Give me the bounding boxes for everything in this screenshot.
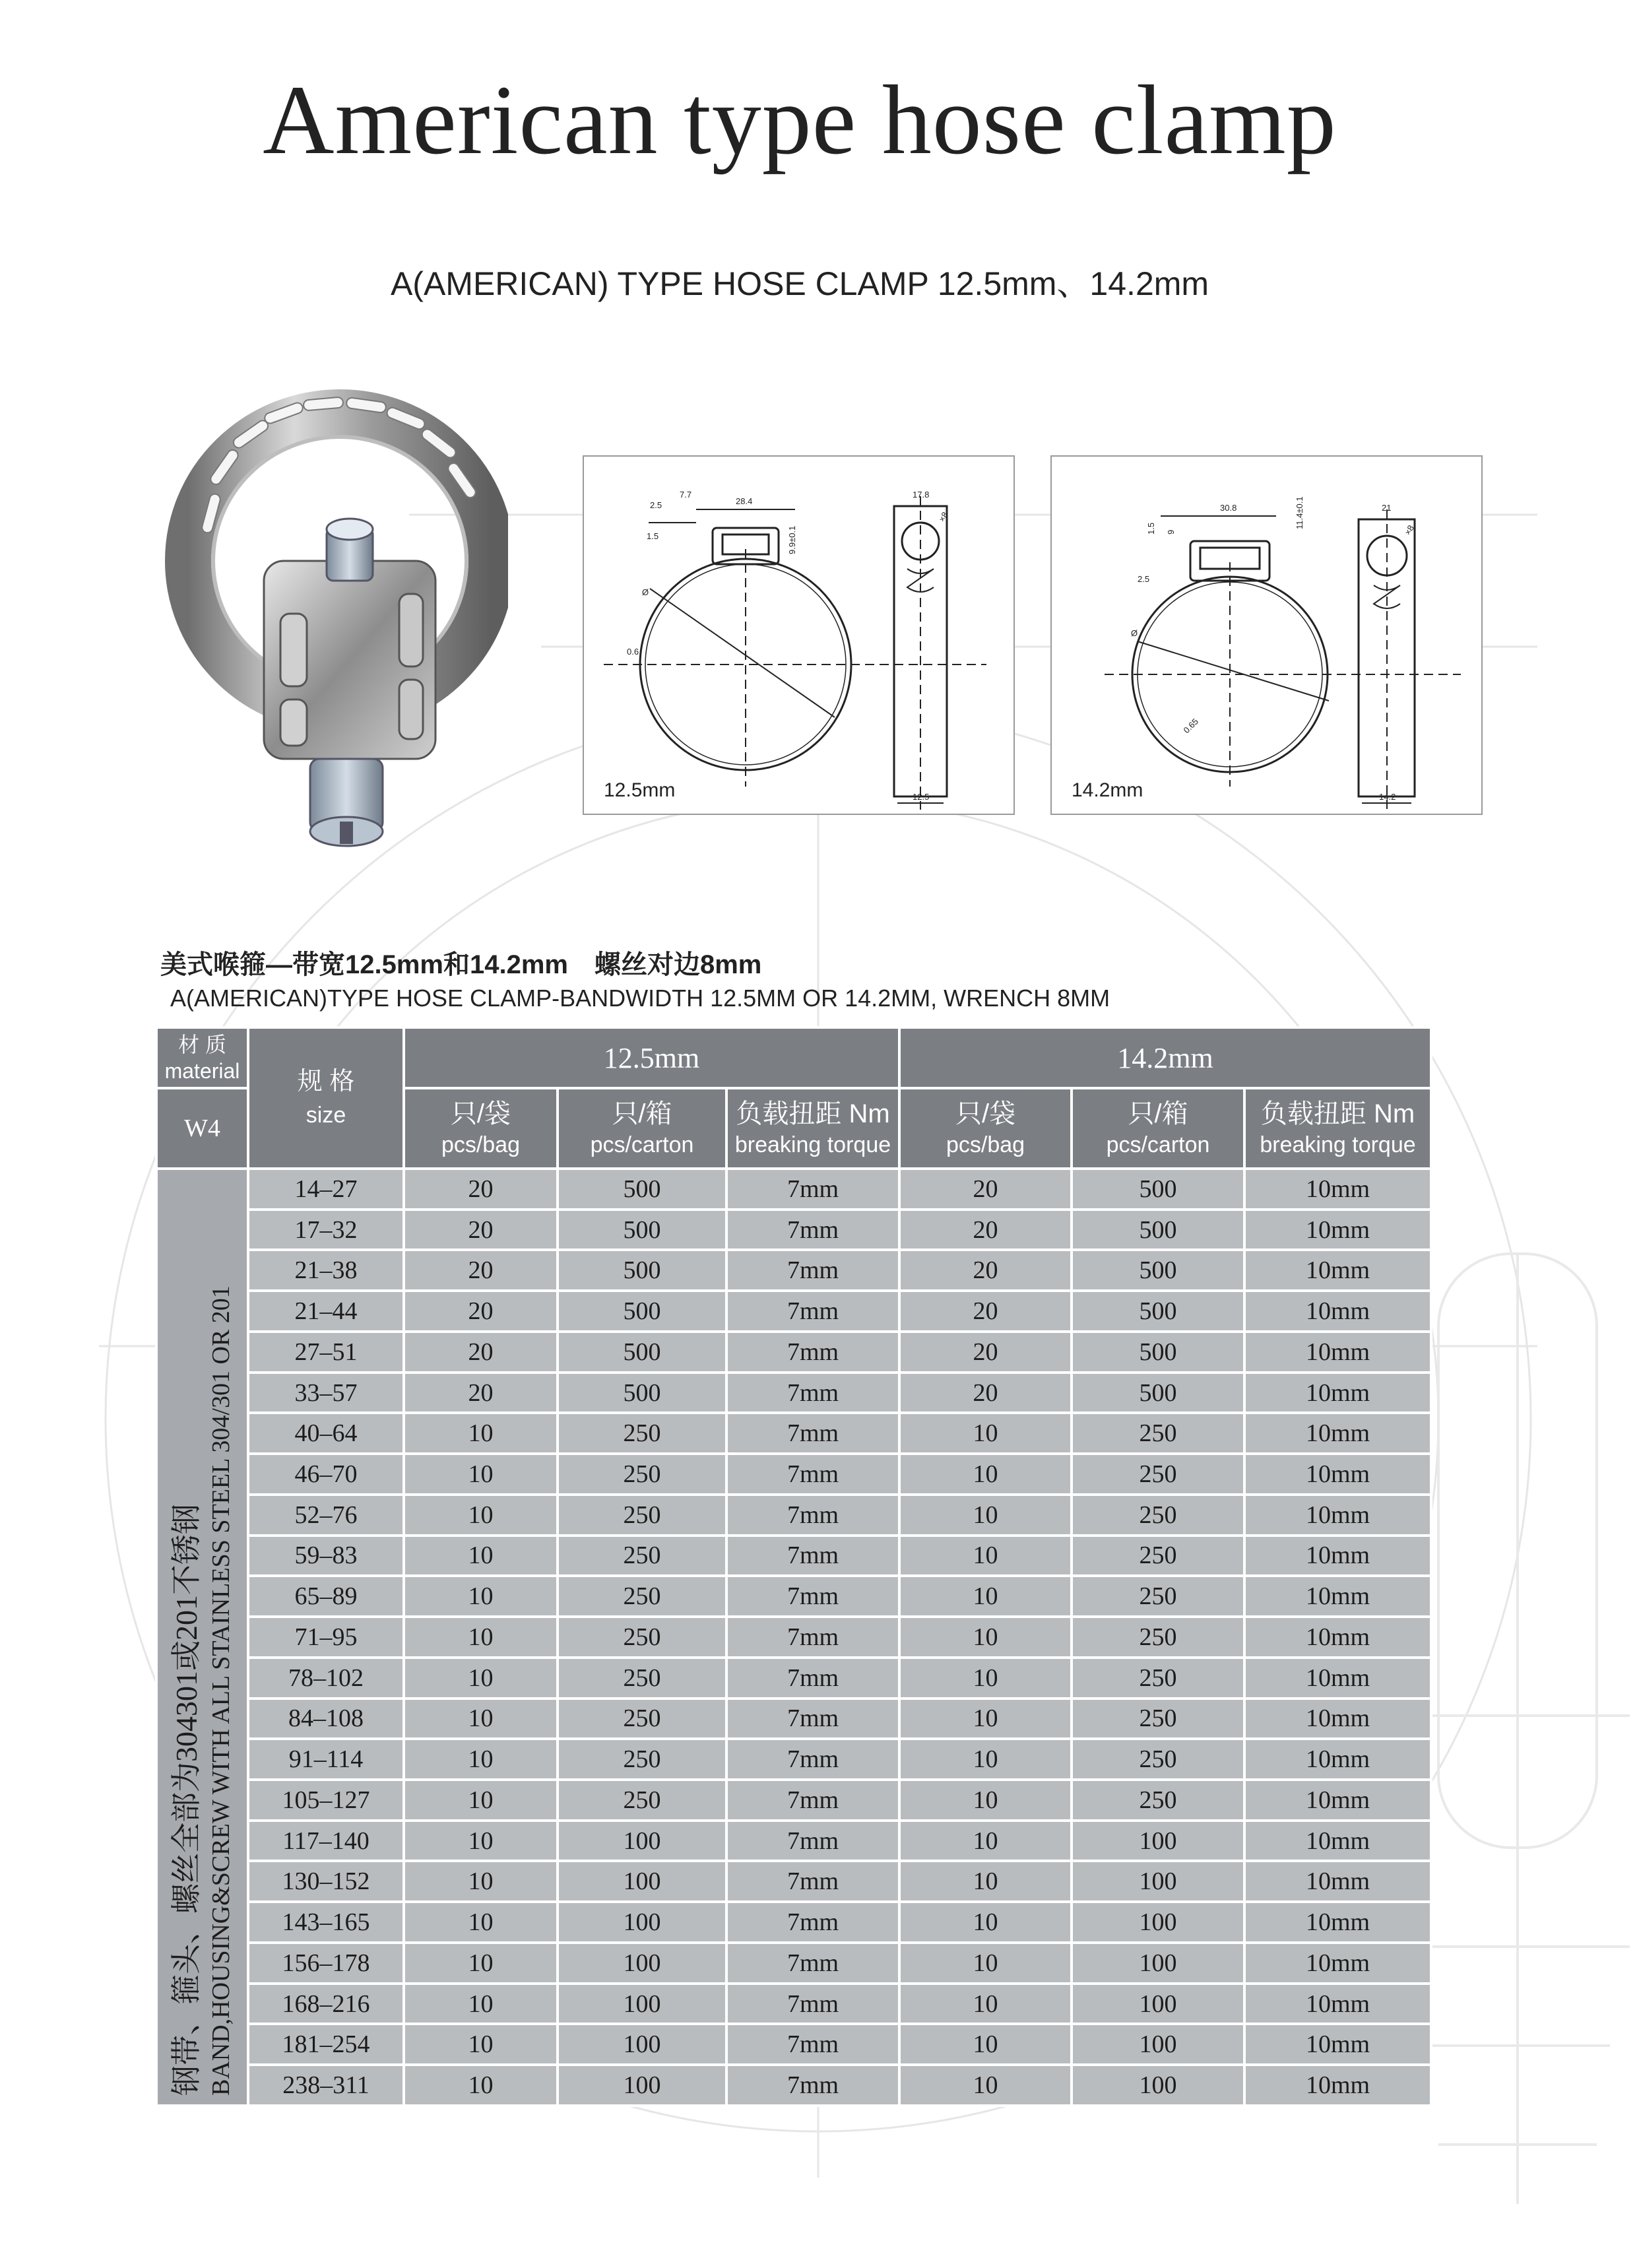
size-cell: 156–178 (248, 1943, 404, 1984)
pcs-carton-b-cell: 500 (1072, 1210, 1244, 1250)
table-row (156, 1210, 1431, 1250)
dim-top-width: 28.4 (736, 496, 753, 506)
torque-a-cell: 7mm (726, 1984, 899, 2025)
size-cell: 65–89 (248, 1576, 404, 1617)
pcs-carton-b-cell: 250 (1072, 1658, 1244, 1699)
size-cell: 78–102 (248, 1658, 404, 1699)
pcs-carton-b-cell: 250 (1072, 1617, 1244, 1658)
torque-b-cell: 10mm (1244, 1373, 1431, 1413)
pcs-bag-a-cell: 10 (404, 2024, 558, 2065)
pcs-bag-b-cell: 20 (899, 1210, 1072, 1250)
header-pcs-bag-cn: 只/袋 (955, 1099, 1016, 1128)
dim-diameter: Ø (1131, 628, 1138, 638)
table-row (156, 1373, 1431, 1413)
table-row (156, 1780, 1431, 1821)
torque-b-cell: 10mm (1244, 2024, 1431, 2065)
torque-b-cell: 10mm (1244, 1699, 1431, 1739)
size-cell: 17–32 (248, 1210, 404, 1250)
torque-a-cell: 7mm (726, 1943, 899, 1984)
drawing-label: 14.2mm (1072, 779, 1143, 801)
pcs-bag-a-cell: 10 (404, 1454, 558, 1495)
table-heading-chinese: 美式喉箍—带宽12.5mm和14.2mm 螺丝对边8mm (160, 950, 762, 979)
pcs-bag-b-cell: 10 (899, 1699, 1072, 1739)
pcs-carton-b-cell: 100 (1072, 1984, 1244, 2025)
torque-a-cell: 7mm (726, 1454, 899, 1495)
pcs-carton-a-cell: 500 (558, 1332, 726, 1373)
pcs-carton-a-cell: 500 (558, 1250, 726, 1291)
size-cell: 238–311 (248, 2065, 404, 2106)
page-title: American type hose clamp (263, 65, 1337, 175)
header-pcs-bag-b (899, 1088, 1072, 1169)
torque-a-cell: 7mm (726, 2065, 899, 2106)
pcs-bag-a-cell: 10 (404, 2065, 558, 2106)
table-row (156, 1332, 1431, 1373)
size-cell: 84–108 (248, 1699, 404, 1739)
pcs-bag-b-cell: 10 (899, 1413, 1072, 1454)
pcs-carton-b-cell: 250 (1072, 1536, 1244, 1576)
pcs-carton-a-cell: 250 (558, 1576, 726, 1617)
dim-left-b: 7.7 (680, 490, 692, 500)
page-subtitle: A(AMERICAN) TYPE HOSE CLAMP 12.5mm、14.2mm (390, 265, 1209, 302)
torque-b-cell: 10mm (1244, 1413, 1431, 1454)
pcs-bag-a-cell: 20 (404, 1373, 558, 1413)
torque-a-cell: 7mm (726, 1617, 899, 1658)
pcs-carton-a-cell: 250 (558, 1413, 726, 1454)
pcs-bag-a-cell: 10 (404, 1780, 558, 1821)
pcs-bag-a-cell: 10 (404, 1536, 558, 1576)
dim-left-c: 2.5 (1138, 574, 1150, 584)
dim-top-width: 30.8 (1220, 503, 1237, 513)
pcs-bag-a-cell: 10 (404, 1576, 558, 1617)
pcs-bag-b-cell: 10 (899, 1821, 1072, 1862)
pcs-bag-b-cell: 10 (899, 1902, 1072, 1943)
table-row (156, 1413, 1431, 1454)
dim-side-top: 21 (1382, 503, 1392, 513)
size-cell: 71–95 (248, 1617, 404, 1658)
dim-left-b: 9 (1166, 529, 1176, 535)
table-row (156, 1617, 1431, 1658)
size-cell: 52–76 (248, 1495, 404, 1536)
torque-a-cell: 7mm (726, 1902, 899, 1943)
header-pcs-carton-cn: 只/箱 (1128, 1099, 1188, 1128)
spec-table-header (156, 1027, 1431, 1169)
torque-a-cell: 7mm (726, 1169, 899, 1210)
pcs-bag-a-cell: 10 (404, 1821, 558, 1862)
torque-b-cell: 10mm (1244, 1576, 1431, 1617)
header-pcs-carton-en: pcs/carton (1106, 1132, 1210, 1157)
table-row (156, 1495, 1431, 1536)
table-row (156, 1984, 1431, 2025)
header-torque-a (726, 1088, 899, 1169)
dim-band: 0.6 (627, 647, 639, 657)
pcs-carton-a-cell: 100 (558, 1943, 726, 1984)
header-torque-cn: 负载扭距 Nm (1260, 1099, 1415, 1128)
torque-b-cell: 10mm (1244, 1984, 1431, 2025)
pcs-carton-b-cell: 250 (1072, 1780, 1244, 1821)
torque-b-cell: 10mm (1244, 1943, 1431, 1984)
torque-b-cell: 10mm (1244, 1169, 1431, 1210)
torque-a-cell: 7mm (726, 1658, 899, 1699)
table-row (156, 1902, 1431, 1943)
dim-left-a: 2.5 (650, 500, 662, 510)
pcs-carton-b-cell: 100 (1072, 1821, 1244, 1862)
size-cell: 40–64 (248, 1413, 404, 1454)
pcs-bag-a-cell: 10 (404, 1943, 558, 1984)
torque-b-cell: 10mm (1244, 1658, 1431, 1699)
material-description (158, 1170, 247, 2104)
dim-band: 0.65 (1181, 716, 1201, 736)
header-pcs-carton-b (1072, 1088, 1244, 1169)
table-row (156, 2024, 1431, 2065)
size-cell: 91–114 (248, 1739, 404, 1780)
table-row (156, 1291, 1431, 1332)
technical-drawing-12-5mm (583, 455, 1015, 815)
pcs-bag-b-cell: 10 (899, 1739, 1072, 1780)
pcs-bag-a-cell: 10 (404, 1699, 558, 1739)
pcs-carton-b-cell: 100 (1072, 2065, 1244, 2106)
pcs-bag-b-cell: 10 (899, 1454, 1072, 1495)
pcs-carton-b-cell: 250 (1072, 1495, 1244, 1536)
torque-b-cell: 10mm (1244, 1739, 1431, 1780)
header-pcs-bag-en: pcs/bag (441, 1132, 521, 1157)
size-cell: 130–152 (248, 1861, 404, 1902)
table-row (156, 1658, 1431, 1699)
torque-a-cell: 7mm (726, 1413, 899, 1454)
spec-table (155, 1026, 1432, 2107)
pcs-carton-a-cell: 250 (558, 1454, 726, 1495)
pcs-bag-b-cell: 20 (899, 1332, 1072, 1373)
size-cell: 46–70 (248, 1454, 404, 1495)
pcs-carton-a-cell: 250 (558, 1699, 726, 1739)
header-size-cn: 规 格 (297, 1067, 355, 1095)
pcs-bag-b-cell: 10 (899, 1658, 1072, 1699)
header-pcs-bag-en: pcs/bag (946, 1132, 1025, 1157)
drawing-14-2mm-lines (1052, 457, 1484, 816)
torque-a-cell: 7mm (726, 1699, 899, 1739)
size-cell: 168–216 (248, 1984, 404, 2025)
pcs-bag-b-cell: 10 (899, 2065, 1072, 2106)
hose-clamp-photo (152, 370, 508, 871)
header-torque-en: breaking torque (1260, 1132, 1416, 1157)
header-pcs-carton-en: pcs/carton (590, 1132, 694, 1157)
pcs-bag-b-cell: 10 (899, 1536, 1072, 1576)
torque-b-cell: 10mm (1244, 1780, 1431, 1821)
pcs-bag-b-cell: 10 (899, 1495, 1072, 1536)
pcs-carton-b-cell: 500 (1072, 1373, 1244, 1413)
torque-b-cell: 10mm (1244, 1861, 1431, 1902)
pcs-bag-a-cell: 10 (404, 1861, 558, 1902)
header-size (248, 1027, 404, 1169)
table-row (156, 1739, 1431, 1780)
technical-drawing-14-2mm (1050, 455, 1483, 815)
dim-side-bottom: 14.2 (1379, 792, 1396, 802)
pcs-carton-a-cell: 500 (558, 1373, 726, 1413)
pcs-bag-a-cell: 20 (404, 1210, 558, 1250)
torque-b-cell: 10mm (1244, 1821, 1431, 1862)
header-torque-en: breaking torque (734, 1132, 891, 1157)
pcs-carton-a-cell: 100 (558, 1861, 726, 1902)
pcs-bag-b-cell: 10 (899, 2024, 1072, 2065)
pcs-carton-b-cell: 100 (1072, 1861, 1244, 1902)
pcs-carton-a-cell: 250 (558, 1536, 726, 1576)
pcs-bag-a-cell: 10 (404, 1658, 558, 1699)
size-cell: 14–27 (248, 1169, 404, 1210)
pcs-bag-a-cell: 10 (404, 1617, 558, 1658)
material-description-text (168, 1179, 237, 2096)
pcs-carton-a-cell: 100 (558, 1902, 726, 1943)
pcs-carton-a-cell: 500 (558, 1169, 726, 1210)
header-size-en: size (305, 1102, 346, 1128)
pcs-carton-b-cell: 250 (1072, 1576, 1244, 1617)
header-group-12-5mm: 12.5mm (404, 1027, 899, 1088)
header-pcs-carton-a (558, 1088, 726, 1169)
pcs-carton-a-cell: 250 (558, 1617, 726, 1658)
table-row (156, 1169, 1431, 1210)
pcs-bag-b-cell: 20 (899, 1373, 1072, 1413)
pcs-carton-b-cell: 100 (1072, 2024, 1244, 2065)
pcs-carton-b-cell: 100 (1072, 1902, 1244, 1943)
torque-b-cell: 10mm (1244, 1250, 1431, 1291)
header-material-cn: 材 质 (178, 1033, 226, 1056)
header-material (156, 1027, 248, 1088)
pcs-carton-b-cell: 250 (1072, 1699, 1244, 1739)
torque-a-cell: 7mm (726, 2024, 899, 2065)
torque-b-cell: 10mm (1244, 1210, 1431, 1250)
pcs-carton-a-cell: 100 (558, 1984, 726, 2025)
dim-height: 9.9±0.1 (787, 525, 797, 554)
torque-b-cell: 10mm (1244, 1617, 1431, 1658)
pcs-bag-b-cell: 10 (899, 1861, 1072, 1902)
dim-side-top: 17.8 (913, 490, 930, 500)
table-row (156, 1861, 1431, 1902)
pcs-carton-a-cell: 500 (558, 1210, 726, 1250)
table-row (156, 1821, 1431, 1862)
size-cell: 21–44 (248, 1291, 404, 1332)
pcs-bag-a-cell: 20 (404, 1332, 558, 1373)
table-row (156, 1250, 1431, 1291)
size-cell: 117–140 (248, 1821, 404, 1862)
pcs-bag-b-cell: 10 (899, 1617, 1072, 1658)
spec-table-body (156, 1169, 1431, 2106)
drawing-12-5mm-lines (584, 457, 1016, 816)
dim-side-diag: ×8 (1402, 523, 1417, 537)
table-row (156, 1454, 1431, 1495)
torque-a-cell: 7mm (726, 1536, 899, 1576)
pcs-carton-b-cell: 500 (1072, 1169, 1244, 1210)
dim-diameter: Ø (642, 587, 649, 597)
pcs-bag-a-cell: 20 (404, 1250, 558, 1291)
torque-a-cell: 7mm (726, 1210, 899, 1250)
pcs-bag-b-cell: 20 (899, 1250, 1072, 1291)
pcs-bag-b-cell: 10 (899, 1576, 1072, 1617)
dim-height: 11.4±0.1 (1295, 496, 1304, 529)
torque-b-cell: 10mm (1244, 1291, 1431, 1332)
table-row (156, 2065, 1431, 2106)
pcs-bag-a-cell: 10 (404, 1739, 558, 1780)
torque-a-cell: 7mm (726, 1373, 899, 1413)
table-row (156, 1576, 1431, 1617)
pcs-bag-a-cell: 10 (404, 1984, 558, 2025)
pcs-carton-a-cell: 100 (558, 1821, 726, 1862)
torque-b-cell: 10mm (1244, 1495, 1431, 1536)
header-material-code: W4 (156, 1088, 248, 1169)
torque-a-cell: 7mm (726, 1291, 899, 1332)
torque-b-cell: 10mm (1244, 1536, 1431, 1576)
header-torque-cn: 负载扭距 Nm (736, 1099, 890, 1128)
pcs-bag-a-cell: 20 (404, 1291, 558, 1332)
pcs-carton-b-cell: 100 (1072, 1943, 1244, 1984)
torque-a-cell: 7mm (726, 1861, 899, 1902)
pcs-carton-b-cell: 250 (1072, 1413, 1244, 1454)
header-torque-b (1244, 1088, 1431, 1169)
pcs-bag-a-cell: 20 (404, 1169, 558, 1210)
pcs-carton-b-cell: 500 (1072, 1332, 1244, 1373)
pcs-carton-b-cell: 250 (1072, 1739, 1244, 1780)
material-description-en: BAND,HOUSING&SCREW WITH ALL STAINLESS STEEL 304/301 OR 201 (207, 1285, 235, 2096)
table-row (156, 1699, 1431, 1739)
dim-side-diag: ×8 (936, 510, 951, 524)
material-description-cell (156, 1169, 248, 2106)
pcs-bag-b-cell: 10 (899, 1943, 1072, 1984)
torque-a-cell: 7mm (726, 1250, 899, 1291)
pcs-bag-b-cell: 20 (899, 1291, 1072, 1332)
table-heading-english: A(AMERICAN)TYPE HOSE CLAMP-BANDWIDTH 12.5MM OR 14.2MM, WRENCH 8MM (170, 985, 1110, 1012)
pcs-carton-b-cell: 500 (1072, 1250, 1244, 1291)
pcs-carton-a-cell: 250 (558, 1780, 726, 1821)
drawing-label: 12.5mm (604, 779, 676, 801)
pcs-carton-b-cell: 500 (1072, 1291, 1244, 1332)
header-pcs-carton-cn: 只/箱 (612, 1099, 672, 1128)
size-cell: 21–38 (248, 1250, 404, 1291)
size-cell: 181–254 (248, 2024, 404, 2065)
pcs-carton-a-cell: 250 (558, 1495, 726, 1536)
header-group-14-2mm: 14.2mm (899, 1027, 1431, 1088)
torque-a-cell: 7mm (726, 1576, 899, 1617)
table-row (156, 1536, 1431, 1576)
pcs-carton-a-cell: 250 (558, 1658, 726, 1699)
pcs-bag-a-cell: 10 (404, 1902, 558, 1943)
torque-b-cell: 10mm (1244, 2065, 1431, 2106)
pcs-carton-b-cell: 250 (1072, 1454, 1244, 1495)
pcs-bag-b-cell: 10 (899, 1780, 1072, 1821)
size-cell: 143–165 (248, 1902, 404, 1943)
dim-left-c: 1.5 (647, 531, 659, 541)
header-pcs-bag-a (404, 1088, 558, 1169)
torque-a-cell: 7mm (726, 1495, 899, 1536)
torque-b-cell: 10mm (1244, 1902, 1431, 1943)
torque-a-cell: 7mm (726, 1332, 899, 1373)
pcs-carton-a-cell: 250 (558, 1739, 726, 1780)
pcs-bag-b-cell: 10 (899, 1984, 1072, 2025)
torque-a-cell: 7mm (726, 1821, 899, 1862)
pcs-bag-a-cell: 10 (404, 1413, 558, 1454)
torque-a-cell: 7mm (726, 1780, 899, 1821)
pcs-bag-b-cell: 20 (899, 1169, 1072, 1210)
header-material-en: material (164, 1059, 240, 1083)
size-cell: 27–51 (248, 1332, 404, 1373)
torque-b-cell: 10mm (1244, 1332, 1431, 1373)
pcs-bag-a-cell: 10 (404, 1495, 558, 1536)
pcs-carton-a-cell: 100 (558, 2065, 726, 2106)
dim-left-a: 1.5 (1146, 522, 1156, 535)
table-row (156, 1943, 1431, 1984)
size-cell: 59–83 (248, 1536, 404, 1576)
torque-b-cell: 10mm (1244, 1454, 1431, 1495)
size-cell: 33–57 (248, 1373, 404, 1413)
dim-side-bottom: 12.5 (913, 792, 930, 802)
pcs-carton-a-cell: 100 (558, 2024, 726, 2065)
header-pcs-bag-cn: 只/袋 (450, 1099, 511, 1128)
pcs-carton-a-cell: 500 (558, 1291, 726, 1332)
torque-a-cell: 7mm (726, 1739, 899, 1780)
size-cell: 105–127 (248, 1780, 404, 1821)
material-description-cn: 钢带、箍头、螺丝全部为304301或201不锈钢 (169, 1504, 203, 2096)
